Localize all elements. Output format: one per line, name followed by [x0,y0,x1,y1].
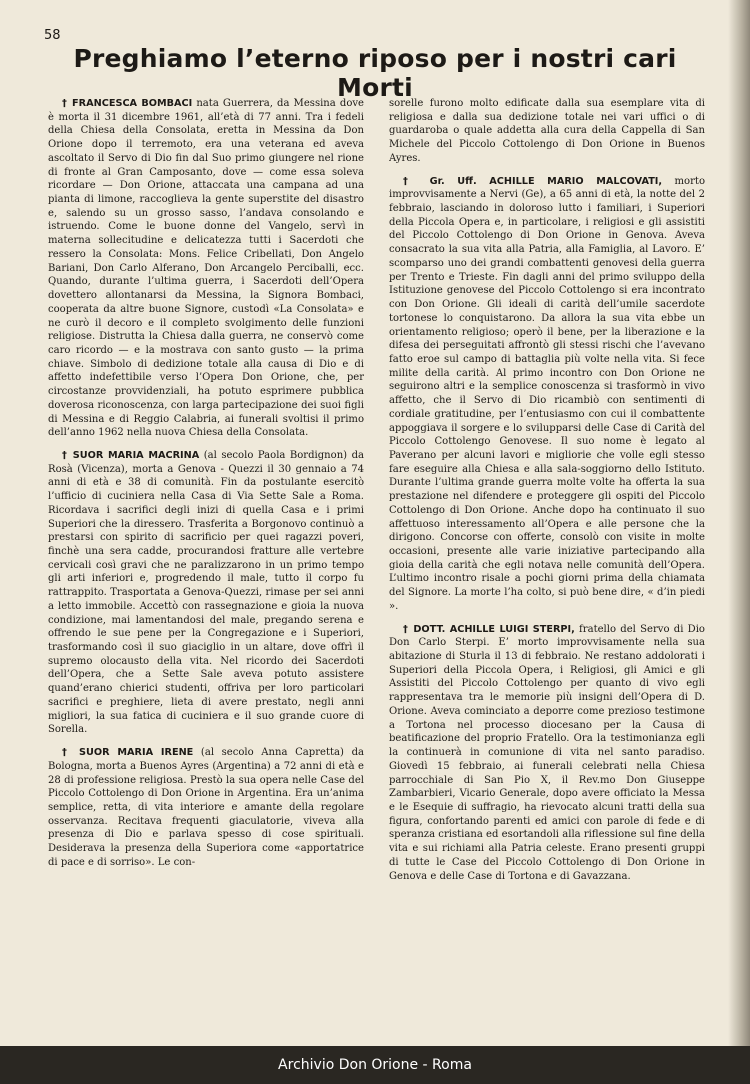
obituary-text: (al secolo Paola Bordignon) da Rosà (Vicenza), morta a Genova - Quezzi il 30 gennaio a 74 anni di età e 38 di comunità. Fin da postulante esercitò l’ufficio di cuciniera nella Casa di Via Sette Sale a Roma. Ricordava i sacrifici degli inizi di quella Casa e i primi Superiori che la diressero. Trasferita a Borgonovo continuò a prestarsi con spirito di sacrificio per quei ragazzi poveri, finchè una sera cadde, procurandosi fratture alle vertebre cervicali così gravi che ne paralizzarono in un primo tempo gli arti inferiori e, progredendo il male, tutto il corpo fu rattrappito. Trasportata a Genova-Quezzi, rimase per sei anni a letto immobile. Accettò con rassegnazione e gioia la nuova condizione, mai lamentandosi del male, pregando serena e offrendo le sue pene per la Congregazione e i Superiori, trasformando così il suo giaciglio in un altare, dove offrì il supremo olocausto della vita. Nel ricordo dei Sacerdoti dell’Opera, che a Sette Sale aveva potuto assistere quand’erano chierici studenti, offriva per loro particolari sacrifici e preghiere, lieta di avere prestato, negli anni migliori, la sua fatica di cuciniera e il suo grande cuore di Sorella. [48,449,364,736]
obituary-entry [389,175,705,614]
page-title: Preghiamo l’eterno riposo per i nostri cari Morti [73,44,677,102]
obituary-name: † FRANCESCA BOMBACI [62,98,193,109]
obituary-name: † SUOR MARIA MACRINA [62,449,200,461]
obituary-name: † SUOR MARIA IRENE [62,747,194,759]
obituary-name: † Gr. Uff. ACHILLE MARIO MALCOVATI, [403,175,663,187]
obituary-entry [48,746,364,869]
obituary-text: morto improvvisamente a Nervi (Ge), a 65 anni di età, la notte del 2 febbraio, lasciando in doloroso lutto i familiari, i Superiori della Piccola Opera e, in particolare, i religiosi e gli assistiti del Piccolo Cottolengo di Don Orione in Genova. Aveva consacrato la sua vita alla Patria, alla Famiglia, al Lavoro. E’ scomparso uno dei grandi combattenti genovesi della guerra per Trento e Trieste. Fin dagli anni del primo sviluppo della Istituzione genovese del Piccolo Cottolengo si era incontrato con Don Orione. Gli ideali di carità dell’umile sacerdote tortonese lo conquistarono. Da allora la sua vita ebbe un orientamento religioso; operò il bene, per la liberazione e la difesa dei perseguitati affrontò gli stessi rischi che l’avevano fatto eroe sul campo di battaglia più volte nella vita. Si fece milite della carità. Al primo incontro con Don Orione ne seguirono altri e la semplice conoscenza si trasformò in vivo affetto, che il Servo di Dio ricambiò con sentimenti di cordiale gratitudine, per l’entusiasmo con cui il combattente appoggiava il sorgere e lo svilupparsi delle Case di Carità del Piccolo Cottolengo Genovese. Il suo nome è legato al Paverano per alcuni lavori e migliorie che volle egli stesso fare eseguire alla Chiesa e alla sala-soggiorno dello Istituto. Durante l’ultima grande guerra molte volte ha offerta la sua prestazione nel difendere e proteggere gli ospiti del Piccolo Cottolengo di Don Orione. Anche dopo ha continuato il suo affettuoso interessamento all’Opera e alle persone che la dirigono. Concorse con offerte, consolò con visite in molte occasioni, presente alle varie iniziative partecipando alla gioia della carità che egli notava nelle comunità dell’Opera. L’ultimo incontro risale a pochi giorni prima della chiamata del Signore. La morte l’ha colto, si può bene dire, « d’in piedi ». [389,175,705,612]
page-number: 58 [44,28,61,43]
obituary-continuation [389,97,705,166]
obituary-text: (al secolo Anna Capretta) da Bologna, morta a Buenos Ayres (Argentina) a 72 anni di età e 28 di professione religiosa. Prestò la sua opera nelle Case del Piccolo Cottolengo di Don Orione in Argentina. Era un’anima semplice, retta, di vita interiore e amante della regolare osservanza. Recitava frequenti giaculatorie, viveva alla presenza di Dio e parlava spesso di cose spirituali. Desiderava la presenza della Superiora come «apportatrice di pace e di sorriso». Le con- [48,747,364,868]
obituary-name: † DOTT. ACHILLE LUIGI STERPI, [403,623,575,635]
obituary-text: sorelle furono molto edificate dalla sua esemplare vita di religiosa e dalla sua dedizione totale nei vari uffici o di guardaroba o quale addetta alla cura della Cappella di San Michele del Piccolo Cottolengo di Don Orione in Buenos Ayres. [389,98,705,164]
obituary-text: nata Guerrera, da Messina dove è morta il 31 dicembre 1961, all’età di 77 anni. Tra i fedeli della Chiesa della Consolata, eretta in Messina da Don Orione dopo il terremoto, era una veterana ed aveva ascoltato il Servo di Dio fin dal Suo primo giungere nel rione di fronte al Gran Camposanto, dove — come essa soleva ricordare — Don Orione, attaccata una campana ad una pianta di limone, raccoglieva la gente superstite del disastro e, salendo su un grosso sasso, l’andava consolando e istruendo. Come le buone donne del Vangelo, servì in materna sollecitudine e delicatezza tutti i Sacerdoti che ressero la Consolata: Mons. Felice Cribellati, Don Angelo Bariani, Don Carlo Alferano, Don Arcangelo Perciballi, ecc. Quando, durante l’ultima guerra, i Sacerdoti dell’Opera dovettero allontanarsi da Messina, la Signora Bombaci, cooperata da altre buone Signore, custodì «La Consolata» e ne curò il decoro e il completo svolgimento delle funzioni religiose. Distrutta la Chiesa dalla guerra, ne conservò come caro ricordo — e la mostrava con santo gusto — la prima chiave. Simbolo di dedizione totale alla causa di Dio e di affetto indefettibile verso l’Opera Don Orione, che, per circostanze provvidenziali, ha potuto esprimere pubblica doverosa riconoscenza, con larga partecipazione dei suoi figli di Messina e di Reggio Calabria, ai funerali svoltisi il primo dell’anno 1962 nella nuova Chiesa della Consolata. [48,98,364,439]
archive-footer: Archivio Don Orione - Roma [0,1046,750,1084]
obituary-entry [48,97,364,440]
obituary-text: fratello del Servo di Dio Don Carlo Sterpi. E’ morto improvvisamente nella sua abitazione di Sturla il 13 di febbraio. Ne restano addolorati i Superiori della Piccola Opera, i Religiosi, gli Amici e gli Assistiti del Piccolo Cottolengo per quanto di vivo egli rappresentava tra le memorie più insigni dell’Opera di D. Orione. Aveva cominciato a deporre come prezioso testimone a Tortona nel processo diocesano per la Causa di beatificazione del proprio Fratello. Ora la testimonianza egli la continuerà in comunione di vita nel santo paradiso. Giovedì 15 febbraio, ai funerali celebrati nella Chiesa parrocchiale di San Pio X, il Rev.mo Don Giuseppe Zambarbieri, Vicario Generale, dopo avere officiato la Messa e le Esequie di suffragio, ha rievocato alcuni tratti della sua figura, confortando parenti ed amici con parole di fede e di speranza cristiana ed esortandoli alla riflessione sul fine della vita e sui richiami alla Patria celeste. Erano presenti gruppi di tutte le Case del Piccolo Cottolengo di Don Orione in Genova e delle Case di Tortona e di Gavazzana. [389,623,705,882]
obituary-entry [48,449,364,737]
obituary-entry [389,623,705,884]
right-column [389,97,705,1047]
page-edge-shadow [728,0,750,1084]
left-column [48,97,364,1047]
